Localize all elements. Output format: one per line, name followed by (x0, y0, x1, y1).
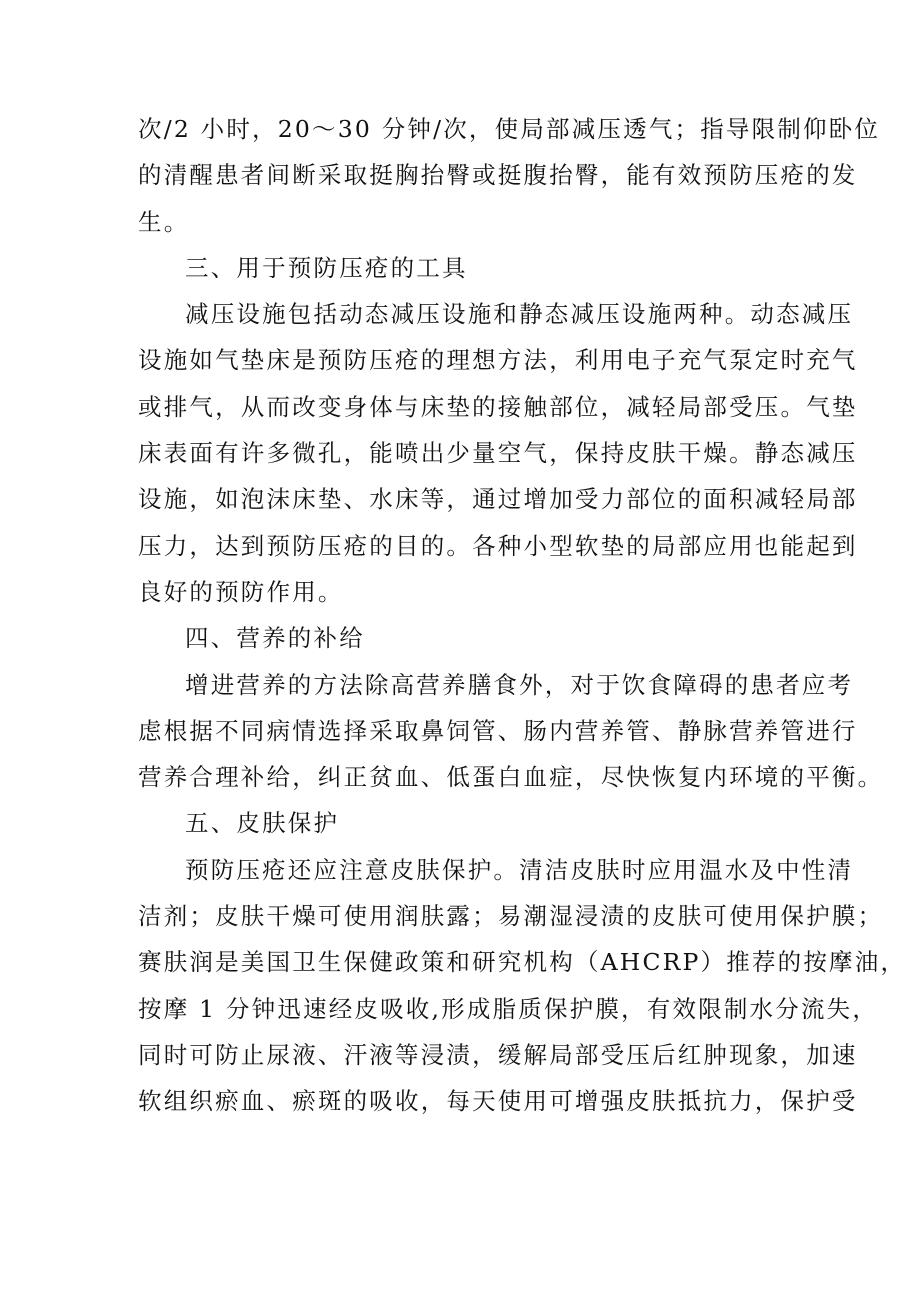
section-heading-skin (138, 800, 800, 846)
heading-text: 五、皮肤保护 (185, 809, 340, 838)
text-line: 洁剂；皮肤干燥可使用润肤露；易潮湿浸渍的皮肤可使用保护膜； (138, 902, 884, 931)
text-line: 减压设施包括动态减压设施和静态减压设施两种。动态减压 (185, 300, 854, 329)
text-line: 预防压疮还应注意皮肤保护。清洁皮肤时应用温水及中性清 (185, 855, 854, 884)
text-line: 次/2 小时，20～30 分钟/次，使局部减压透气；指导限制仰卧位 (138, 115, 881, 143)
paragraph-nutrition (138, 662, 884, 801)
text-line: 软组织瘀血、瘀斑的吸收，每天使用可增强皮肤抵抗力，保护受 (138, 1087, 858, 1116)
text-line: 赛肤润是美国卫生保健政策和研究机构（AHCRP）推荐的按摩油， (138, 948, 907, 977)
text-line: 虑根据不同病情选择采取鼻饲管、肠内营养管、静脉营养管进行 (138, 716, 858, 745)
text-line: 压力，达到预防压疮的目的。各种小型软垫的局部应用也能起到 (138, 531, 858, 560)
text-line: 设施如气垫床是预防压疮的理想方法，利用电子充气泵定时充气 (138, 346, 858, 375)
text-line: 设施，如泡沫床垫、水床等，通过增加受力部位的面积减轻局部 (138, 485, 858, 514)
text-line: 床表面有许多微孔，能喷出少量空气，保持皮肤干燥。静态减压 (138, 439, 858, 468)
text-line: 同时可防止尿液、汗液等浸渍，缓解局部受压后红肿现象，加速 (138, 1040, 858, 1069)
paragraph-positioning (138, 106, 881, 245)
text-line: 的清醒患者间断采取挺胸抬臀或挺腹抬臀，能有效预防压疮的发 (138, 161, 858, 190)
paragraph-tools (138, 291, 858, 615)
text-line: 增进营养的方法除高营养膳食外，对于饮食障碍的患者应考 (185, 670, 854, 699)
heading-text: 四、营养的补给 (185, 624, 365, 653)
section-heading-tools (138, 245, 800, 291)
paragraph-skin (138, 847, 907, 1125)
document-page (138, 106, 907, 1125)
text-line: 生。 (138, 207, 190, 236)
text-line: 按摩 1 分钟迅速经皮吸收,形成脂质保护膜，有效限制水分流失， (138, 994, 879, 1023)
section-heading-nutrition (138, 615, 800, 661)
text-line: 良好的预防作用。 (138, 577, 344, 606)
text-line: 营养合理补给，纠正贫血、低蛋白血症，尽快恢复内环境的平衡。 (138, 763, 884, 792)
heading-text: 三、用于预防压疮的工具 (185, 253, 468, 282)
text-line: 或排气，从而改变身体与床垫的接触部位，减轻局部受压。气垫 (138, 392, 858, 421)
